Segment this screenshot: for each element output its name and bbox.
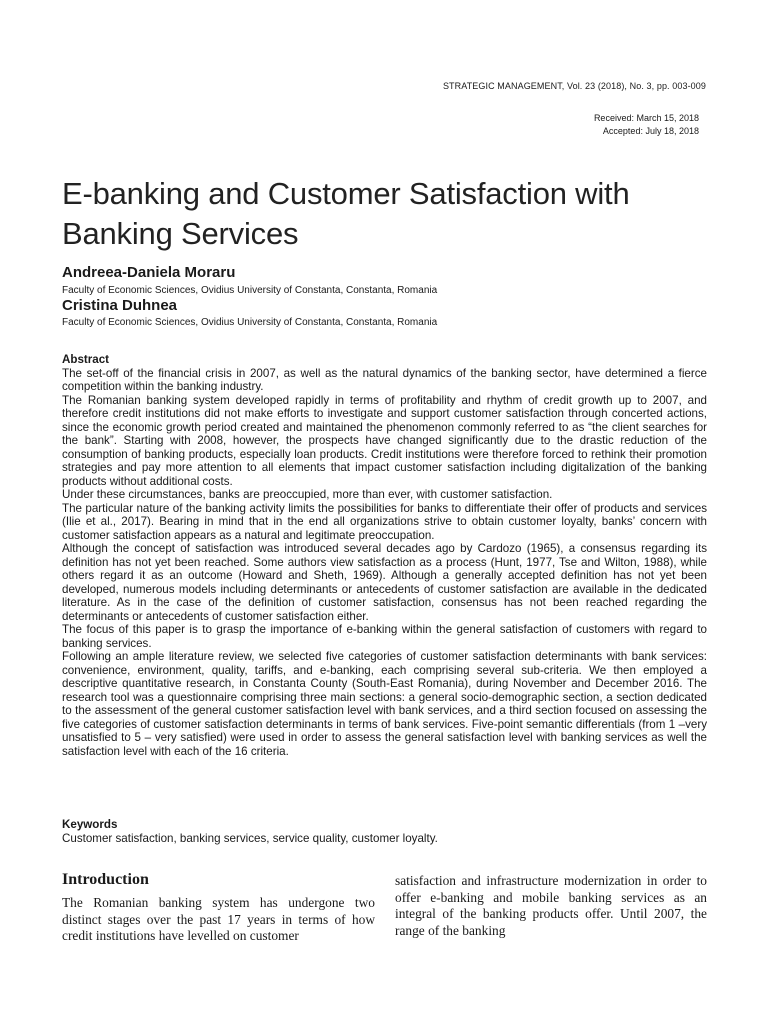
introduction-heading: Introduction bbox=[62, 871, 149, 888]
abstract-paragraph: Although the concept of satisfaction was introduced several decades ago by Cardozo (1965), a consensus regarding its definition has not yet been reached. Some authors view satisfaction as a process (Hunt, 1977, Tse and Wilton, 1988), while others regard it as an outcome (Howard and Sheth, 1969). Although a generally accepted definition has not yet been developed, numerous models including determinants or antecedents of customer satisfaction are available in the dedicated literature. As in the case of the definition of customer satisfaction, consensus has not been reached regarding the determinants or antecedents of customer satisfaction either. bbox=[62, 542, 707, 623]
abstract-paragraph: Following an ample literature review, we selected five categories of customer satisfaction determinants with bank services: convenience, environment, quality, tariffs, and e-banking, each comprising several sub-criteria. We then employed a descriptive quantitative research, in Constanta County (South-East Romania), during November and December 2016. The research tool was a questionnaire comprising three main sections: a general socio-demographic section, a section dedicated to the assessment of the general customer satisfaction level with bank services, and a third section focused on assessing the five categories of customer satisfaction determinants in terms of bank services. Five-point semantic differentials (from 1 –very unsatisfied to 5 – very satisfied) were used in order to assess the general satisfaction level with banking services as well the satisfaction level with each of the 16 criteria. bbox=[62, 650, 707, 758]
paper-title: E-banking and Customer Satisfaction with Banking Services bbox=[62, 176, 630, 251]
introduction-left-column: The Romanian banking system has undergone two distinct stages over the past 17 years in terms of how credit institutions have levelled on customer bbox=[62, 895, 375, 943]
abstract-paragraph: The set-off of the financial crisis in 2007, as well as the natural dynamics of the banking sector, have determined a fierce competition within the banking industry. bbox=[62, 366, 707, 393]
keywords-section bbox=[62, 818, 707, 845]
keywords-text: Customer satisfaction, banking services, service quality, customer loyalty. bbox=[62, 831, 438, 845]
abstract-paragraph: The Romanian banking system developed rapidly in terms of profitability and rhythm of credit growth up to 2007, and therefore credit institutions did not make efforts to investigate and support customer satisfaction through concerted actions, since the economic growth period created and maintained the phenomenon commonly referred to as “the client searches for the bank”. Starting with 2008, however, the prospects have changed significantly due to the drastic reduction of the consumption of banking products, especially loan products. Credit institutions were therefore forced to rethink their promotion strategies and pay more attention to all elements that impact customer satisfaction including digitalization of the banking products without additional costs. bbox=[62, 393, 707, 488]
submission-dates bbox=[594, 112, 699, 137]
introduction-right-column: satisfaction and infrastructure modernization in order to offer e-banking and mobile banking services as an integral of the banking products offer. Until 2007, the range of the banking bbox=[395, 873, 707, 938]
author-affiliation: Faculty of Economic Sciences, Ovidius University of Constanta, Constanta, Romania bbox=[62, 285, 438, 296]
abstract-paragraph: Under these circumstances, banks are preoccupied, more than ever, with customer satisfaction. bbox=[62, 488, 553, 501]
accepted-date: Accepted: July 18, 2018 bbox=[602, 125, 699, 136]
abstract-section bbox=[62, 353, 707, 758]
author-affiliation: Faculty of Economic Sciences, Ovidius University of Constanta, Constanta, Romania bbox=[62, 317, 438, 328]
author-name: Cristina Duhnea bbox=[62, 297, 178, 314]
abstract-paragraph: The particular nature of the banking activity limits the possibilities for banks to differentiate their offer of products and services (Ilie et al., 2017). Bearing in mind that in the end all organizations strive to obtain customer loyalty, banks’ concern with customer satisfaction appears as a natural and legitimate preoccupation. bbox=[62, 501, 707, 542]
abstract-paragraph: The focus of this paper is to grasp the importance of e-banking within the general satisfaction of customers with regard to banking services. bbox=[62, 623, 707, 650]
journal-reference: STRATEGIC MANAGEMENT, Vol. 23 (2018), No. 3, pp. 003-009 bbox=[442, 81, 706, 91]
abstract-heading: Abstract bbox=[62, 353, 110, 366]
author-name: Andreea-Daniela Moraru bbox=[62, 264, 236, 281]
keywords-heading: Keywords bbox=[62, 818, 118, 831]
received-date: Received: March 15, 2018 bbox=[593, 113, 699, 123]
